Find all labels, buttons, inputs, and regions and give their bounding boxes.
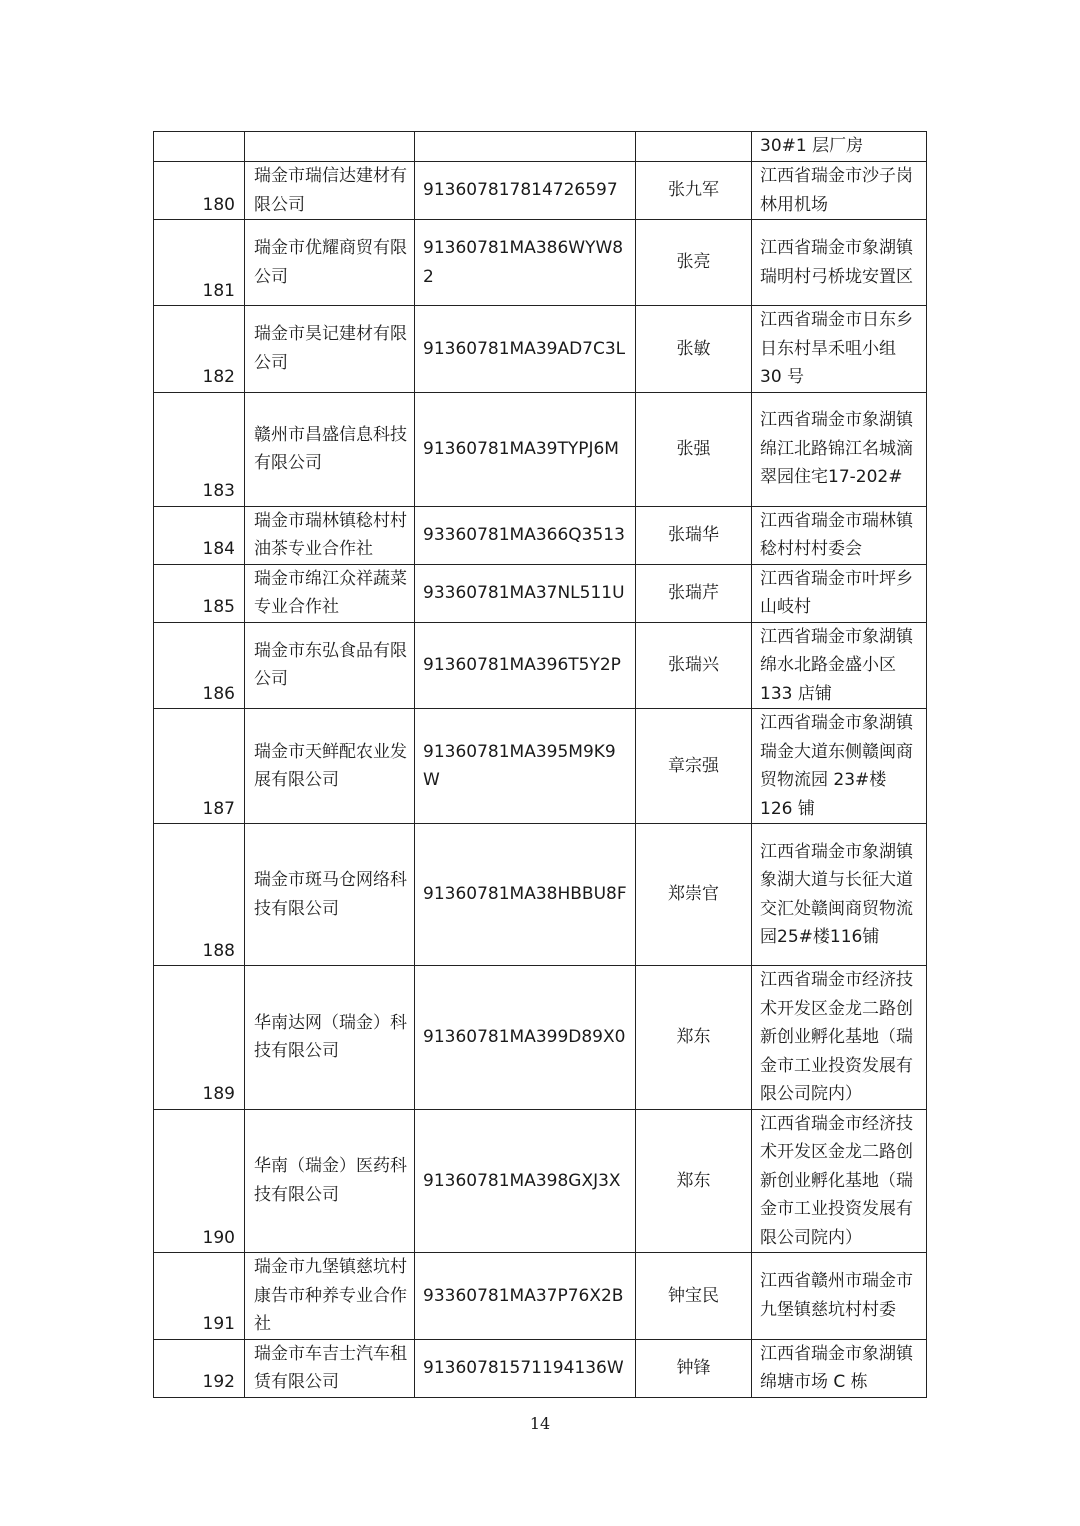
legal-representative-cell: 钟锋 (636, 1339, 752, 1397)
company-name-cell: 华南（瑞金）医药科技有限公司 (245, 1109, 415, 1253)
legal-representative-cell: 章宗强 (636, 709, 752, 824)
registered-address-cell: 江西省赣州市瑞金市九堡镇慈坑村村委 (752, 1253, 927, 1340)
enterprise-table (153, 131, 927, 1398)
registered-address-cell: 30#1 层厂房 (752, 132, 927, 162)
credit-code-cell: 93360781MA37P76X2B (415, 1253, 636, 1340)
registered-address-cell: 江西省瑞金市象湖镇瑞明村弓桥垅安置区 (752, 220, 927, 306)
row-number-cell: 190 (154, 1109, 245, 1253)
legal-representative-cell: 郑东 (636, 1109, 752, 1253)
table-row (154, 622, 927, 709)
table-row (154, 966, 927, 1110)
page-number: 14 (529, 1414, 551, 1433)
legal-representative-cell: 张敏 (636, 306, 752, 393)
table-row (154, 824, 927, 966)
table-row (154, 220, 927, 306)
legal-representative-cell: 张九军 (636, 162, 752, 220)
row-number-cell: 186 (154, 622, 245, 709)
row-number-cell: 187 (154, 709, 245, 824)
legal-representative-cell: 郑东 (636, 966, 752, 1110)
company-name-cell: 瑞金市九堡镇慈坑村康告市种养专业合作社 (245, 1253, 415, 1340)
company-name-cell (245, 132, 415, 162)
legal-representative-cell: 钟宝民 (636, 1253, 752, 1340)
legal-representative-cell: 张瑞兴 (636, 622, 752, 709)
credit-code-cell: 91360781MA396T5Y2P (415, 622, 636, 709)
row-number-cell: 191 (154, 1253, 245, 1340)
company-name-cell: 赣州市昌盛信息科技有限公司 (245, 392, 415, 506)
legal-representative-cell: 张瑞华 (636, 506, 752, 564)
credit-code-cell: 93360781MA37NL511U (415, 564, 636, 622)
row-number-cell: 181 (154, 220, 245, 306)
credit-code-cell: 91360781MA39TYPJ6M (415, 392, 636, 506)
registered-address-cell: 江西省瑞金市日东乡日东村旱禾咀小组 30 号 (752, 306, 927, 393)
legal-representative-cell: 郑崇官 (636, 824, 752, 966)
credit-code-cell: 91360781MA39AD7C3L (415, 306, 636, 393)
row-number-cell: 189 (154, 966, 245, 1110)
legal-representative-cell: 张瑞芹 (636, 564, 752, 622)
credit-code-cell: 91360781MA398GXJ3X (415, 1109, 636, 1253)
table-row (154, 1253, 927, 1340)
registered-address-cell: 江西省瑞金市象湖镇象湖大道与长征大道交汇处赣闽商贸物流园25#楼116铺 (752, 824, 927, 966)
company-name-cell: 瑞金市优耀商贸有限公司 (245, 220, 415, 306)
company-name-cell: 瑞金市斑马仓网络科技有限公司 (245, 824, 415, 966)
row-number-cell: 183 (154, 392, 245, 506)
company-name-cell: 瑞金市昊记建材有限公司 (245, 306, 415, 393)
table-row (154, 506, 927, 564)
row-number-cell: 180 (154, 162, 245, 220)
company-name-cell: 瑞金市天鲜配农业发展有限公司 (245, 709, 415, 824)
row-number-cell: 185 (154, 564, 245, 622)
legal-representative-cell: 张亮 (636, 220, 752, 306)
registered-address-cell: 江西省瑞金市经济技术开发区金龙二路创新创业孵化基地（瑞金市工业投资发展有限公司院内） (752, 1109, 927, 1253)
credit-code-cell: 91360781MA399D89X0 (415, 966, 636, 1110)
company-name-cell: 瑞金市东弘食品有限公司 (245, 622, 415, 709)
company-name-cell: 瑞金市绵江众祥蔬菜专业合作社 (245, 564, 415, 622)
row-number-cell (154, 132, 245, 162)
enterprise-table-body (154, 132, 927, 1398)
registered-address-cell: 江西省瑞金市象湖镇绵塘市场 C 栋 (752, 1339, 927, 1397)
row-number-cell: 184 (154, 506, 245, 564)
table-row (154, 1339, 927, 1397)
registered-address-cell: 江西省瑞金市经济技术开发区金龙二路创新创业孵化基地（瑞金市工业投资发展有限公司院内） (752, 966, 927, 1110)
credit-code-cell: 93360781MA366Q3513 (415, 506, 636, 564)
registered-address-cell: 江西省瑞金市象湖镇绵水北路金盛小区 133 店铺 (752, 622, 927, 709)
credit-code-cell: 91360781571194136W (415, 1339, 636, 1397)
table-row (154, 162, 927, 220)
table-row (154, 709, 927, 824)
company-name-cell: 瑞金市瑞信达建材有限公司 (245, 162, 415, 220)
table-row (154, 392, 927, 506)
row-number-cell: 188 (154, 824, 245, 966)
row-number-cell: 182 (154, 306, 245, 393)
credit-code-cell: 91360781MA386WYW82 (415, 220, 636, 306)
registered-address-cell: 江西省瑞金市叶坪乡山岐村 (752, 564, 927, 622)
table-row (154, 306, 927, 393)
registered-address-cell: 江西省瑞金市沙子岗林用机场 (752, 162, 927, 220)
table-row (154, 564, 927, 622)
row-number-cell: 192 (154, 1339, 245, 1397)
legal-representative-cell: 张强 (636, 392, 752, 506)
table-row (154, 132, 927, 162)
registered-address-cell: 江西省瑞金市象湖镇瑞金大道东侧赣闽商贸物流园 23#楼 126 铺 (752, 709, 927, 824)
credit-code-cell: 91360781MA395M9K9W (415, 709, 636, 824)
credit-code-cell: 913607817814726597 (415, 162, 636, 220)
credit-code-cell (415, 132, 636, 162)
legal-representative-cell (636, 132, 752, 162)
company-name-cell: 华南达网（瑞金）科技有限公司 (245, 966, 415, 1110)
registered-address-cell: 江西省瑞金市瑞林镇稔村村村委会 (752, 506, 927, 564)
company-name-cell: 瑞金市车吉士汽车租赁有限公司 (245, 1339, 415, 1397)
credit-code-cell: 91360781MA38HBBU8F (415, 824, 636, 966)
company-name-cell: 瑞金市瑞林镇稔村村油茶专业合作社 (245, 506, 415, 564)
table-row (154, 1109, 927, 1253)
registered-address-cell: 江西省瑞金市象湖镇绵江北路锦江名城滴翠园住宅17-202# (752, 392, 927, 506)
